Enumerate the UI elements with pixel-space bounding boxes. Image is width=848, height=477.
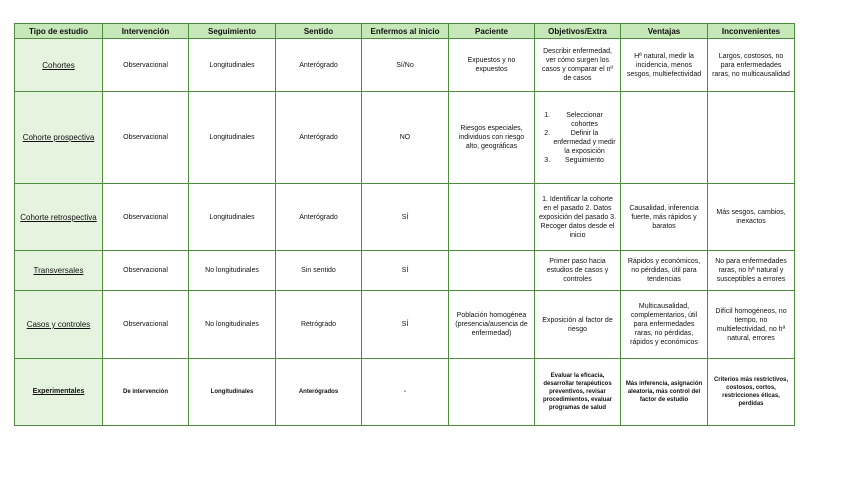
list-item: 1. Seleccionar cohortes	[552, 111, 617, 129]
cell-objectives: Evaluar la eficacia, desarrollar terapéuticos preventivos, revisar procedimientos, evaluar programas de salud	[535, 359, 621, 426]
cell-advantages: Causalidad, inferencia fuerte, más rápidos y baratos	[621, 184, 708, 251]
cell-objectives: Describir enfermedad, ver cómo surgen los casos y comparar el nº de casos	[535, 39, 621, 92]
header-intervencion: Intervención	[103, 24, 189, 39]
cell-direction: Anterógrado	[276, 92, 362, 184]
cell-patient: Población homogénea (presencia/ausencia de enfermedad)	[449, 291, 535, 359]
list-item: 2. Definir la enfermedad y medir la exposición	[552, 129, 617, 156]
cell-sick-at-start: SÍ	[362, 251, 449, 291]
table-row	[15, 291, 795, 359]
cell-direction: Sin sentido	[276, 251, 362, 291]
cell-advantages	[621, 92, 708, 184]
table-row	[15, 251, 795, 291]
cell-sick-at-start: -	[362, 359, 449, 426]
header-sentido: Sentido	[276, 24, 362, 39]
cell-followup: No longitudinales	[189, 251, 276, 291]
study-type-casos-y-controles: Casos y controles	[15, 291, 103, 359]
cell-disadvantages: Largos, costosos, no para enfermedades raras, no multicausalidad	[708, 39, 795, 92]
cell-disadvantages: No para enfermedades raras, no hª natural y susceptibles a errores	[708, 251, 795, 291]
cell-objectives	[535, 92, 621, 184]
header-objetivos: Objetivos/Extra	[535, 24, 621, 39]
cell-direction: Anterógrado	[276, 184, 362, 251]
cell-intervention: Observacional	[103, 39, 189, 92]
cell-objectives: Primer paso hacia estudios de casos y controles	[535, 251, 621, 291]
cell-patient	[449, 359, 535, 426]
study-type-experimentales: Experimentales	[15, 359, 103, 426]
table-row	[15, 184, 795, 251]
cell-patient: Expuestos y no expuestos	[449, 39, 535, 92]
cell-direction: Retrógrado	[276, 291, 362, 359]
cell-disadvantages: Criterios más restrictivos, costosos, cortos, restricciones éticas, perdidas	[708, 359, 795, 426]
cell-direction: Anterógrados	[276, 359, 362, 426]
study-type-transversales: Transversales	[15, 251, 103, 291]
cell-patient	[449, 251, 535, 291]
header-paciente: Paciente	[449, 24, 535, 39]
cell-sick-at-start: Sí/No	[362, 39, 449, 92]
cell-followup: No longitudinales	[189, 291, 276, 359]
cell-advantages: Multicausalidad, complementarios, útil para enfermedades raras, no pérdidas, rápidos y económicos	[621, 291, 708, 359]
study-type-cohorte-retrospectiva: Cohorte retrospectiva	[15, 184, 103, 251]
header-row	[15, 24, 795, 39]
cell-objectives: 1. Identificar la cohorte en el pasado 2. Datos exposición del pasado 3. Recoger datos desde el inicio	[535, 184, 621, 251]
header-seguimiento: Seguimiento	[189, 24, 276, 39]
cell-disadvantages	[708, 92, 795, 184]
cell-intervention: Observacional	[103, 291, 189, 359]
cell-intervention: Observacional	[103, 92, 189, 184]
table-row	[15, 39, 795, 92]
cell-advantages: Rápidos y económicos, no pérdidas, útil para tendencias	[621, 251, 708, 291]
cell-followup: Longitudinales	[189, 184, 276, 251]
table-row	[15, 92, 795, 184]
header-inconvenientes: Inconvenientes	[708, 24, 795, 39]
cell-sick-at-start: SÍ	[362, 184, 449, 251]
cell-intervention: De intervención	[103, 359, 189, 426]
cell-direction: Anterógrado	[276, 39, 362, 92]
list-item: 3. Seguimiento	[552, 156, 617, 165]
header-tipo: Tipo de estudio	[15, 24, 103, 39]
cell-advantages: Hª natural, medir la incidencia, menos sesgos, multiefectividad	[621, 39, 708, 92]
study-types-table	[14, 23, 795, 426]
cell-sick-at-start: SÍ	[362, 291, 449, 359]
cell-patient	[449, 184, 535, 251]
header-ventajas: Ventajas	[621, 24, 708, 39]
cell-patient: Riesgos especiales, individuos con riesgo alto, geográficas	[449, 92, 535, 184]
cell-followup: Longitudinales	[189, 359, 276, 426]
cell-followup: Longitudinales	[189, 92, 276, 184]
cell-intervention: Observacional	[103, 251, 189, 291]
cell-disadvantages: Difícil homogéneos, no tiempo, no multiefectividad, no hª natural, errores	[708, 291, 795, 359]
header-enfermos: Enfermos al inicio	[362, 24, 449, 39]
cell-followup: Longitudinales	[189, 39, 276, 92]
table-row	[15, 359, 795, 426]
objectives-steps-list	[538, 111, 617, 165]
cell-objectives: Exposición al factor de riesgo	[535, 291, 621, 359]
cell-advantages: Más inferencia, asignación aleatoria, más control del factor de estudio	[621, 359, 708, 426]
cell-intervention: Observacional	[103, 184, 189, 251]
study-type-cohorte-prospectiva: Cohorte prospectiva	[15, 92, 103, 184]
cell-disadvantages: Más sesgos, cambios, inexactos	[708, 184, 795, 251]
cell-sick-at-start: NO	[362, 92, 449, 184]
study-type-cohortes: Cohortes	[15, 39, 103, 92]
